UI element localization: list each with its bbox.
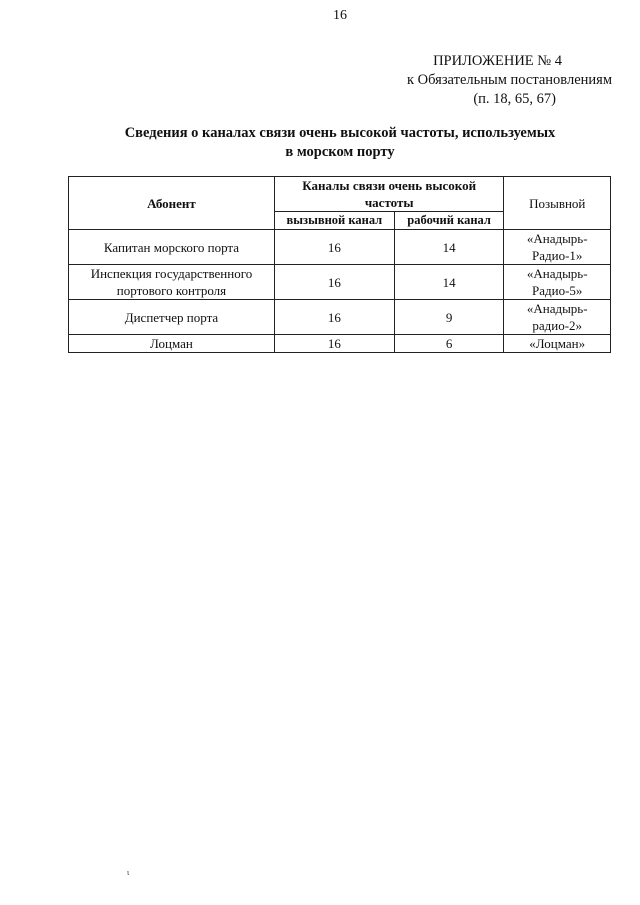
- appendix-label: ПРИЛОЖЕНИЕ № 4: [433, 53, 562, 69]
- appendix-reference: к Обязательным постановлениям: [407, 72, 612, 88]
- cell-subscriber: Лоцман: [69, 335, 275, 353]
- cell-subscriber: Диспетчер порта: [69, 300, 275, 335]
- channels-table: [68, 176, 611, 353]
- header-subscriber: Абонент: [69, 177, 275, 230]
- header-callsign: Позывной: [504, 177, 611, 230]
- cell-callsign: «Анадырь-Радио-5»: [504, 265, 611, 300]
- page-number: 16: [333, 8, 347, 23]
- cell-subscriber: Капитан морского порта: [69, 230, 275, 265]
- scan-mark: ι: [127, 868, 130, 877]
- document-title: [0, 124, 640, 162]
- cell-calling-channel: 16: [274, 265, 394, 300]
- table-row: [69, 300, 611, 335]
- header-working-channel: рабочий канал: [394, 212, 504, 230]
- table-row: [69, 265, 611, 300]
- cell-calling-channel: 16: [274, 300, 394, 335]
- cell-calling-channel: 16: [274, 230, 394, 265]
- appendix-header: [292, 52, 612, 109]
- cell-calling-channel: 16: [274, 335, 394, 353]
- document-title-line-1: Сведения о каналах связи очень высокой частоты, используемых: [124, 125, 556, 141]
- header-calling-channel: вызывной канал: [274, 212, 394, 230]
- table-header-row: [69, 177, 611, 212]
- cell-working-channel: 14: [394, 230, 504, 265]
- appendix-clauses: (п. 18, 65, 67): [473, 91, 556, 107]
- table-row: [69, 335, 611, 353]
- document-title-line-2: в морском порту: [285, 144, 395, 160]
- table-row: [69, 230, 611, 265]
- cell-working-channel: 9: [394, 300, 504, 335]
- cell-working-channel: 14: [394, 265, 504, 300]
- cell-subscriber: Инспекция государственного портового контроля: [69, 265, 275, 300]
- cell-working-channel: 6: [394, 335, 504, 353]
- header-channels: Каналы связи очень высокой частоты: [274, 177, 504, 212]
- cell-callsign: «Лоцман»: [504, 335, 611, 353]
- cell-callsign: «Анадырь-Радио-1»: [504, 230, 611, 265]
- cell-callsign: «Анадырь-радио-2»: [504, 300, 611, 335]
